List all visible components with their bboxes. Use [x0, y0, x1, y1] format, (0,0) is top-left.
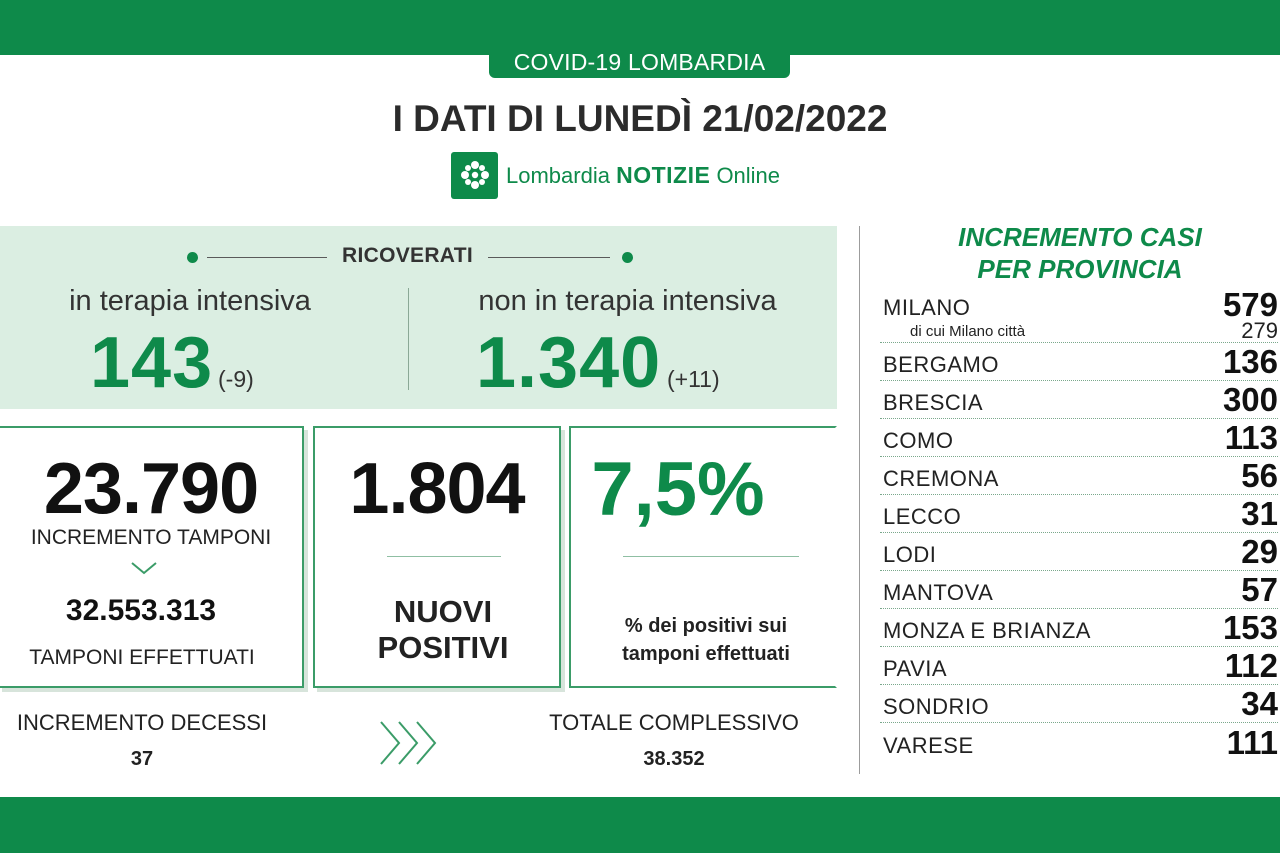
province-title-line1: INCREMENTO CASI	[958, 222, 1202, 252]
province-subrow-milano-citta	[880, 318, 1278, 343]
brand	[451, 151, 780, 199]
non-icu-delta: (+11)	[667, 366, 720, 392]
ricoverati-header	[0, 244, 837, 270]
non-icu-label: non in terapia intensiva	[478, 285, 777, 317]
province-name: CREMONA	[883, 466, 999, 491]
province-row	[880, 647, 1278, 685]
decessi-label: INCREMENTO DECESSI	[16, 710, 268, 735]
tamponi-total-value: 32.553.313	[65, 594, 217, 627]
province-row	[880, 419, 1278, 457]
percentuale-card	[569, 426, 837, 688]
brand-strong: NOTIZIE	[616, 161, 711, 188]
tamponi-increment-value: 23.790	[43, 449, 259, 529]
province-value: 136	[1222, 343, 1278, 380]
divider-line	[623, 556, 799, 557]
province-title	[900, 221, 1260, 285]
province-value: 111	[1226, 724, 1278, 761]
positivi-label-line2: POSITIVI	[377, 630, 509, 665]
tamponi-total-label: TAMPONI EFFETTUATI	[29, 646, 255, 669]
triple-chevron-right-icon	[377, 718, 443, 773]
province-name: COMO	[883, 428, 954, 453]
percentuale-value: 7,5%	[591, 447, 765, 532]
icu-label: in terapia intensiva	[69, 285, 311, 317]
province-row	[880, 495, 1278, 533]
bottom-banner	[0, 797, 1280, 853]
vertical-divider	[859, 226, 860, 774]
positivi-label-line1: NUOVI	[393, 594, 493, 629]
province-value: 300	[1222, 381, 1278, 418]
province-row	[880, 533, 1278, 571]
province-value: 112	[1224, 647, 1278, 684]
percentuale-label-line1: % dei positivi sui	[624, 615, 788, 637]
positivi-label	[315, 594, 571, 666]
province-value: 31	[1241, 495, 1278, 532]
province-row	[880, 609, 1278, 647]
tamponi-increment-label: INCREMENTO TAMPONI	[30, 526, 272, 549]
province-value: 34	[1241, 685, 1278, 722]
ricoverati-divider	[408, 288, 409, 390]
dot-icon	[622, 252, 633, 263]
icu-delta: (-9)	[218, 366, 254, 392]
brand-prefix: Lombardia	[506, 162, 610, 188]
province-name: MANTOVA	[883, 580, 994, 605]
province-row	[880, 685, 1278, 723]
province-row	[880, 723, 1278, 761]
decessi-value: 37	[130, 748, 154, 770]
header-kicker: COVID-19 LOMBARDIA	[489, 47, 790, 78]
province-items	[880, 343, 1278, 761]
province-row	[880, 381, 1278, 419]
ricoverati-label: RICOVERATI	[342, 244, 473, 267]
decessi-total-label: TOTALE COMPLESSIVO	[549, 710, 799, 735]
province-value: 113	[1224, 419, 1278, 456]
brand-name	[506, 162, 780, 189]
province-name: SONDRIO	[883, 694, 990, 719]
province-row-milano	[880, 285, 1278, 323]
province-list	[880, 285, 1278, 761]
positivi-value: 1.804	[349, 449, 525, 529]
province-name: VARESE	[883, 733, 974, 758]
page-title: I DATI DI LUNEDÌ 21/02/2022	[392, 98, 888, 139]
province-subname: di cui Milano città	[910, 323, 1026, 340]
province-subvalue: 279	[1241, 318, 1278, 343]
province-name: MILANO	[883, 295, 971, 320]
percentuale-label	[591, 612, 821, 668]
percentuale-label-line2: tamponi effettuati	[622, 643, 790, 665]
province-name: MONZA E BRIANZA	[883, 618, 1091, 643]
divider-line	[387, 556, 501, 557]
province-row	[880, 571, 1278, 609]
brand-suffix: Online	[716, 162, 781, 188]
province-value: 29	[1241, 533, 1278, 570]
province-name: LODI	[883, 542, 937, 567]
lombardia-rose-logo-icon	[451, 152, 498, 199]
tamponi-card	[0, 426, 304, 688]
chevron-down-icon	[130, 560, 158, 581]
province-value: 57	[1241, 571, 1278, 608]
province-value: 579	[1222, 286, 1278, 323]
decessi-total-value: 38.352	[643, 748, 705, 770]
non-icu-value: 1.340	[476, 323, 662, 403]
province-name: BERGAMO	[883, 352, 999, 377]
province-value: 153	[1222, 609, 1278, 646]
divider-line	[488, 257, 610, 258]
icu-value: 143	[90, 323, 214, 403]
province-value: 56	[1241, 457, 1278, 494]
province-name: BRESCIA	[883, 390, 984, 415]
positivi-card	[313, 426, 561, 688]
province-row	[880, 457, 1278, 495]
province-name: LECCO	[883, 504, 962, 529]
province-row	[880, 343, 1278, 381]
divider-line	[207, 257, 327, 258]
province-name: PAVIA	[883, 656, 948, 681]
dot-icon	[187, 252, 198, 263]
province-title-line2: PER PROVINCIA	[977, 254, 1183, 284]
